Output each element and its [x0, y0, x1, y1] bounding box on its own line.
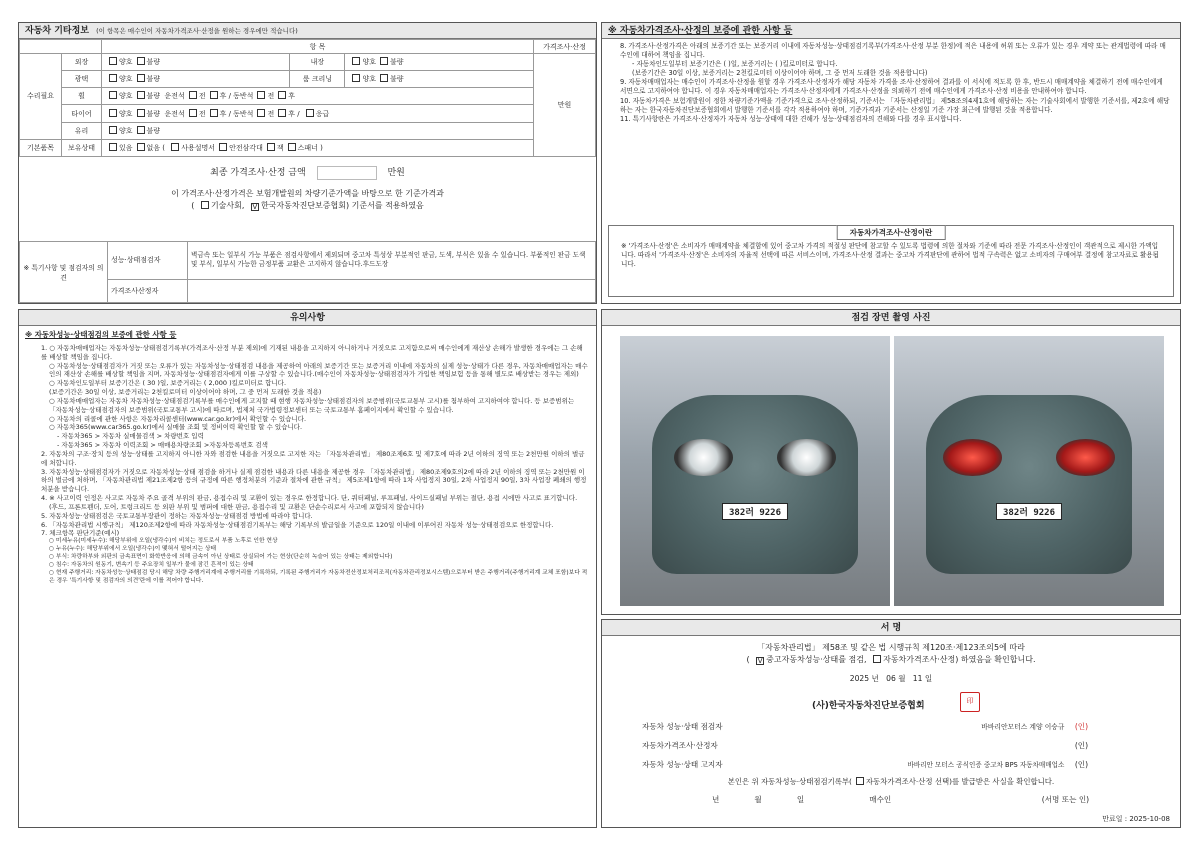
checkbox[interactable]	[137, 109, 145, 117]
car-rear-image	[926, 395, 1131, 573]
signature-date: 2025 년 06 월 11 일	[849, 673, 933, 683]
org-seal-icon: 印	[960, 692, 980, 712]
checkbox[interactable]	[189, 109, 197, 117]
price-notes-panel	[601, 22, 1181, 304]
etc-info-panel	[18, 22, 597, 304]
row-wheel: 휠	[62, 88, 102, 105]
checkbox[interactable]	[171, 143, 179, 151]
price-notes-title: ※ 자동차가격조사·산정의 보증에 관한 사항 등	[602, 23, 1180, 39]
etc-info-title: 자동차 기타정보	[25, 26, 89, 36]
etc-info-subtitle: (이 항목은 매수인이 자동차가격조사·산정을 원하는 경우에만 적습니다)	[96, 27, 298, 35]
col-items: 항 목	[102, 40, 534, 54]
checkbox[interactable]	[278, 109, 286, 117]
caution-panel	[18, 309, 597, 828]
checkbox[interactable]	[257, 91, 265, 99]
checkbox[interactable]	[352, 74, 360, 82]
checkbox[interactable]	[288, 143, 296, 151]
price-inspector-label: 가격조사산정자	[108, 279, 188, 302]
row-glass: 유리	[62, 122, 102, 139]
checkbox[interactable]	[210, 91, 218, 99]
special-label: ※ 특기사항 및 점검자의 의견	[20, 242, 108, 303]
inspector-seal-icon: (인)	[1074, 722, 1089, 731]
checkbox[interactable]	[306, 109, 314, 117]
checkbox[interactable]	[137, 143, 145, 151]
repair-label: 수리필요	[20, 54, 62, 140]
checkbox-checked[interactable]	[756, 657, 764, 665]
caution-title: 유의사항	[19, 310, 596, 326]
caution-list: 1. ○ 자동차매매업자는 자동차성능·상태점검기록부(가격조사·산정 부분 제외)에 기재된 내용을 고지하지 아니하거나 거짓으로 고지함으로써 매수인에게 재산상 손해가 발생한 경우에는 그 손해를 배상할 책임을 집니다. ○ 자동차성능·상태점검자가 거짓 또는 오류가 있는 자동차성능·상태점검 내용을 제공하여 아래의 보증기간 또는 보증거리 이내에 자동차의 실제 성능·상태가 다른 경우, 자동차매매업자는 매수인의 재산상 손해를 배상할 책임을 지며, 자동차성능·상태점검자에게 이를 구상할 수 있습니다.(매수인이 자동차성능·상태점검자가 가입한 책임보험 등을 통해 별도로 배상받는 경우는 제외) ○ 자동차인도일부터 보증기간은 ( 30 )일, 보증거리는 ( 2,000 )킬로미터로 합니다. (보증기간은 30일 이상, 보증거리는 2천킬로미터 이상이어야 하며, 그 중 먼저 도래한 것을 적용) ○ 자동차매매업자는 자동차 자동차성능·상태점검기록부를 매수인에게 고지할 때 현행 자동차성능·상태점검자의 보증범위(국토교통부 고시)를 첨부하여 고지하여야 합니다. 등 보증범위는 「자동차성능·상태점검자의 보증범위(국토교통부 고시)에 따르며, 법제처 국가법령정보센터 또는 국토교통부 홈페이지에서 확인할 수 있습니다. ○ 자동차의 리콜에 관한 사항은 자동차리콜센터(www.car.go.kr)에서 확인할 수 있습니다. ○ 자동차365(www.car365.go.kr)에서 실매물 조회 및 정비이력 확인할 할 수 있습니다. - 자동차365 > 자동차 실매물검색 > 차량번호 입력 - 자동차365 > 자동차 이력조회 > 매매용차량조회 >자동차등록번호 검색 2. 자동차의 구조·장치 등의 성능·상태를 고지하지 아니한 자와 점검한 내용을 거짓으로 고지한 자는 「자동차관리법」 제80조제6호 및 제7호에 따라 2년 이하의 징역 또는 2천만원 이하의 벌금에 처합니다. 3. 자동차성능·상태점검자가 거짓으로 자동차성능·상태 점검을 하거나 실제 점검한 내용과 다른 내용을 제공한 경우 「자동차관리법」 제80조제9호의2에 따라 2년 이하의 징역 또는 2천만원 이하의 벌금에 처하며, 「자동차관리법 제21조제2항 등의 규정에 따른 행정처분의 기준과 절차에 관한 규칙」 제5조제1항에 따라 1차 사업정지 30일, 2차 사업정지 90일, 3차 사업장 폐쇄의 행정처분을 받습니다. 4. ※ 사고이력 인정은 사고로 자동차 주요 골격 부위의 판금, 용접수리 및 교환이 있는 경우로 한정합니다. 단, 쿼터패널, 루프패널, 사이드실패널 부위는 절단, 용접 시에만 사고로 표기합니다. (후드, 프론트펜더, 도어, 트렁크리드 등 외판 부위 및 범퍼에 대한 판금, 용접수리 및 교환은 단순수리로서 사고에 포함되지 않습니다) 5. 자동차성능·상태점검은 국토교통부장관이 정하는 자동차성능·상태점검 방법에 따라야 합니다. 6. 「자동차관리법 시행규칙」 제120조제2항에 따라 자동차성능·상태점검기록부는 해당 기록부의 발급일을 기준으로 120일 이내에 이루어진 자동차 성능·상태점검으로 한정합니다. 7. 체크항목 판단기준(예시) ○ 미세누유(미세누수): 해당부위에 오일(냉각수)이 비치는 정도로서 부품 노후로 인한 현상 ○ 누유(누수): 해당부위에서 오일(냉각수)이 맺혀서 떨어지는 상태 ○ 부식: 차량하부와 외판의 금속표면이 화학반응에 의해 금속이 아닌 상태로 상실되어 가는 현상(단순히 녹슬어 있는 상태는 제외합니다) ○ 침수: 자동차의 원동기, 변속기 등 주요장치 일부가 물에 잠긴 흔적이 있는 상태 ○ 현재 주행거리: 자동차성능·상태점검 당시 해당 차량 주행거리계에 주행거리를 기록하되, 기록된 주행거리가 자동차전산정보처리조직(자동차관리정보시스템)으로부터 받은 주행거리(주행거리계 교체 포함)보다 적은 경우 '특기사항 및 점검자의 의견'란에 이를 적어야 합니다.	[41, 344, 588, 584]
opinion-text: ※ '가격조사·산정'은 소비자가 매매계약을 체결함에 있어 중고차 가격의 적절성 판단에 참고할 수 있도록 법령에 의한 절차와 기준에 따라 전문 가격조사·산정인이 객관적으로 제시한 가액입니다. 따라서 '가격조사·산정'은 소비자의 자율적 선택에 따른 서비스이며, 가격조사·산정 결과는 중고차 가격판단에 관하여 법적 구속력은 없고 소비자의 구매여부 결정에 참고자료로 활용됩니다.	[621, 242, 1160, 269]
checkbox[interactable]	[109, 109, 117, 117]
rear-photo	[894, 336, 1164, 606]
col-price: 가격조사·산정	[534, 40, 596, 54]
rear-plate: 382러 9226	[996, 503, 1062, 520]
row-owned: 보유상태	[62, 139, 102, 156]
checkbox[interactable]	[380, 57, 388, 65]
checkbox[interactable]	[109, 126, 117, 134]
perf-note: 벽금속 또는 일부식 가능 부품은 점검사항에서 제외되며 중고차 특성상 부분적인 판금, 도색, 부식은 있을 수 있습니다. 부품적인 판금 도색 및 부식, 일부식 가능한 금정부품 교환은 고지하지 않습니다.후드도장	[188, 242, 596, 280]
sig-row-appraiser: 자동차가격조사·산정자 (인)	[642, 741, 1089, 750]
checkbox[interactable]	[352, 57, 360, 65]
wheel-options: 양호 불량 운전석 전 후 / 동반석 전 후	[102, 88, 534, 105]
exterior-options: 양호 불량	[102, 54, 290, 71]
tire-options: 양호 불량 운전석 전 후 / 동반석 전 후 / 응급	[102, 105, 534, 122]
checkbox[interactable]	[109, 91, 117, 99]
perf-inspector-label: 성능·상태점검자	[108, 242, 188, 280]
expire-date: 만료일 : 2025-10-08	[1102, 815, 1170, 823]
caution-subtitle: ※ 자동차성능·상태점검의 보증에 관한 사항 등	[25, 330, 177, 339]
opinion-title: 자동차가격조사·산정이란	[837, 225, 946, 240]
headlight-right	[777, 439, 836, 477]
basic-label: 기본품목	[20, 139, 62, 156]
row-exterior: 외장	[62, 54, 102, 71]
opinion-box	[608, 225, 1174, 297]
checkbox[interactable]	[137, 126, 145, 134]
checkbox[interactable]	[257, 109, 265, 117]
buyer-row: 년 월 일 매수인 (서명 또는 인)	[712, 795, 1090, 804]
checkbox[interactable]	[189, 91, 197, 99]
buyer-sign-field[interactable]: (서명 또는 인)	[1041, 795, 1090, 804]
taillight-left	[943, 439, 1002, 477]
price-notes-list: 8. 가격조사·산정가격은 아래의 보증기간 또는 보증거리 이내에 자동차성능·상태점검기록부(가격조사·산정 부분 한정)에 적은 내용에 허위 또는 오류가 있는 경우 계약 또는 관계법령에 따라 매수인에 대하여 책임을 집니다. - 자동차인도일부터 보증기간은 ( )일, 보증거리는 ( )킬로미터로 합니다. (보증기간은 30일 이상, 보증거리는 2천킬로미터 이상이어야 하며, 그 중 먼저 도래한 것을 적용합니다) 9. 자동차매매업자는 매수인이 가격조사·산정을 원할 경우 가격조사·산정자가 해당 자동차 가격을 조사·산정하여 결과를 이 서식에 적도록 한 후, 반드시 매매계약을 체결하기 전에 매수인에게 서면으로 고지하여야 합니다. 이 경우 자동차매매업자는 가격조사·산정자에게 가격조사·산정을 의뢰하기 전에 매수인에게 가격조사·산정 비용을 안내하여야 합니다. 10. 자동차가격은 보험개발원이 정한 차량기준가액을 기준가격으로 조사·산정하되, 기준서는 「자동차관리법」 제58조의4제1호에 해당하는 자는 기술사회에서 발행한 기준서를, 제2호에 해당하는 자는 한국자동차진단보증협회에서 발행한 기준서를 각각 적용하여야 하며, 기준가격과 기준서는 산정일 기준 가장 최근에 발행된 것을 적용합니다. 11. 특기사항란은 가격조사·산정자가 자동차 성능·상태에 대한 견해가 성능·상태점검자의 견해와 다를 경우 표시합니다.	[620, 42, 1170, 123]
final-price-input[interactable]	[317, 166, 377, 180]
car-front-image	[652, 395, 857, 573]
price-unit: 만원	[534, 54, 596, 157]
receive-statement: 본인은 위 자동차성능·상태점검기록부( 자동차가격조사·산정 선택)를 발급받은 사실을 확인합니다.	[727, 777, 1055, 786]
signature-org: (사)한국자동차진단보증협회	[812, 701, 925, 711]
etc-info-header	[19, 23, 596, 39]
photo-panel	[601, 309, 1181, 615]
checkbox[interactable]	[210, 109, 218, 117]
signature-title: 서 명	[602, 620, 1180, 636]
signature-statement: 「자동차관리법」 제58조 및 같은 법 시행규칙 제120조·제123조의5에 따라 ( V중고자동차성능·상태를 점검, 자동차가격조사·산정) 하였음을 확인합니다.	[602, 642, 1180, 667]
checkbox[interactable]	[873, 655, 881, 663]
checkbox[interactable]	[219, 143, 227, 151]
checkbox[interactable]	[109, 57, 117, 65]
sig-row-inspector: 자동차 성능·상태 점검자 바바리안모터스 계양 이승규 (인)	[642, 722, 1089, 731]
checkbox[interactable]	[380, 74, 388, 82]
checkbox[interactable]	[278, 91, 286, 99]
basis-text: 이 가격조사·산정가격은 보험개발원의 차량기준가액을 바탕으로 한 기준가격과 ( 기술사회, V 한국자동차진단보증협회) 기준서를 적용하였음	[19, 188, 596, 214]
row-room-clean: 룸 크리닝	[290, 71, 345, 88]
front-plate: 382러 9226	[722, 503, 788, 520]
checkbox[interactable]	[137, 91, 145, 99]
signature-panel	[601, 619, 1181, 828]
checkbox[interactable]	[109, 74, 117, 82]
row-interior: 내장	[290, 54, 345, 71]
final-price-label: 최종 가격조사·산정 금액	[210, 168, 306, 178]
owned-options: 있음 없음 ( 사용설명서 안전삼각대 잭 스패너 )	[102, 139, 534, 156]
checkbox[interactable]	[201, 201, 209, 209]
checkbox[interactable]	[137, 74, 145, 82]
checkbox[interactable]	[856, 777, 864, 785]
checkbox[interactable]	[267, 143, 275, 151]
sig-row-notifier: 자동차 성능·상태 고지자 바바리안 모터스 공식인증 중고차 BPS 자동차매매업소 (인)	[642, 760, 1089, 769]
final-price-row: 최종 가격조사·산정 금액 만원	[19, 165, 596, 180]
checkbox[interactable]	[109, 143, 117, 151]
row-tire: 타이어	[62, 105, 102, 122]
special-table	[19, 241, 596, 303]
row-gloss: 광택	[62, 71, 102, 88]
checkbox[interactable]	[137, 57, 145, 65]
etc-info-table: 항 목 가격조사·산정 수리필요 외장 양호 불량 내장 양호 불량 만원 광택 양호 불량 룸 크리닝 양호 불량 휠 양호 불량 운전석 전 후 / 동반석 전 후 타이어 양호 불량 운전석 전 후 / 동반석 전 후 / 응급 유리 양호 불량 기본품목 보유상태 있음 없음 ( 사용설명서 안전삼각대 잭 스패너 )	[19, 39, 596, 157]
front-photo	[620, 336, 890, 606]
checkbox-checked[interactable]	[251, 203, 259, 211]
interior-options: 양호 불량	[345, 54, 534, 71]
photo-title: 점검 장면 촬영 사진	[602, 310, 1180, 326]
